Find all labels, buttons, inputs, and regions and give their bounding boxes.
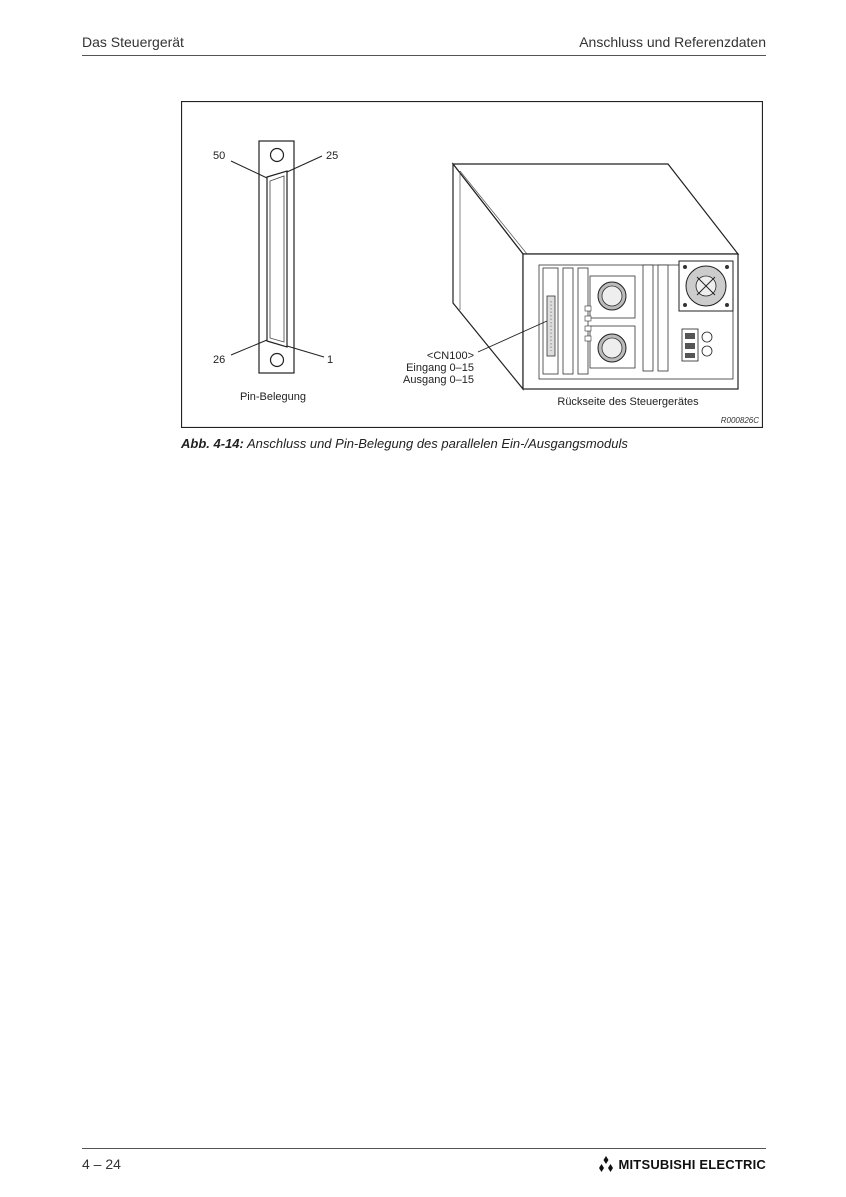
input-range-label: Eingang 0–15: [406, 362, 474, 374]
pin-assignment-label: Pin-Belegung: [239, 391, 307, 403]
pin-25-label: 25: [326, 150, 339, 162]
controller-rear-drawing: [453, 164, 738, 389]
connector-cn100-label: <CN100>: [426, 350, 474, 362]
header-section: Anschluss und Referenzdaten: [579, 34, 766, 50]
rear-view-label: Rückseite des Steuergerätes: [557, 396, 699, 408]
caption-text: Anschluss und Pin-Belegung des parallelen Ein-/Ausgangsmoduls: [246, 436, 628, 451]
figure-caption: [181, 436, 771, 451]
figure-code: R000826C: [720, 416, 759, 425]
mitsubishi-diamonds-logo-icon: [597, 1156, 615, 1172]
pin-connector-drawing: [231, 141, 324, 373]
brand: [597, 1154, 766, 1174]
brand-name: MITSUBISHI ELECTRIC: [618, 1156, 766, 1172]
pin-1-label: 1: [327, 354, 334, 366]
caption-label: Abb. 4-14:: [181, 436, 244, 451]
pin-26-label: 26: [213, 354, 226, 366]
page-header: [82, 34, 766, 54]
header-chapter: Das Steuergerät: [82, 34, 184, 50]
figure-drawing: [181, 101, 763, 428]
figure-connector: [181, 101, 763, 428]
footer-rule: [82, 1148, 766, 1149]
page-number: 4 – 24: [82, 1156, 121, 1172]
output-range-label: Ausgang 0–15: [403, 374, 474, 386]
pin-50-label: 50: [213, 150, 226, 162]
header-rule: [82, 55, 766, 56]
